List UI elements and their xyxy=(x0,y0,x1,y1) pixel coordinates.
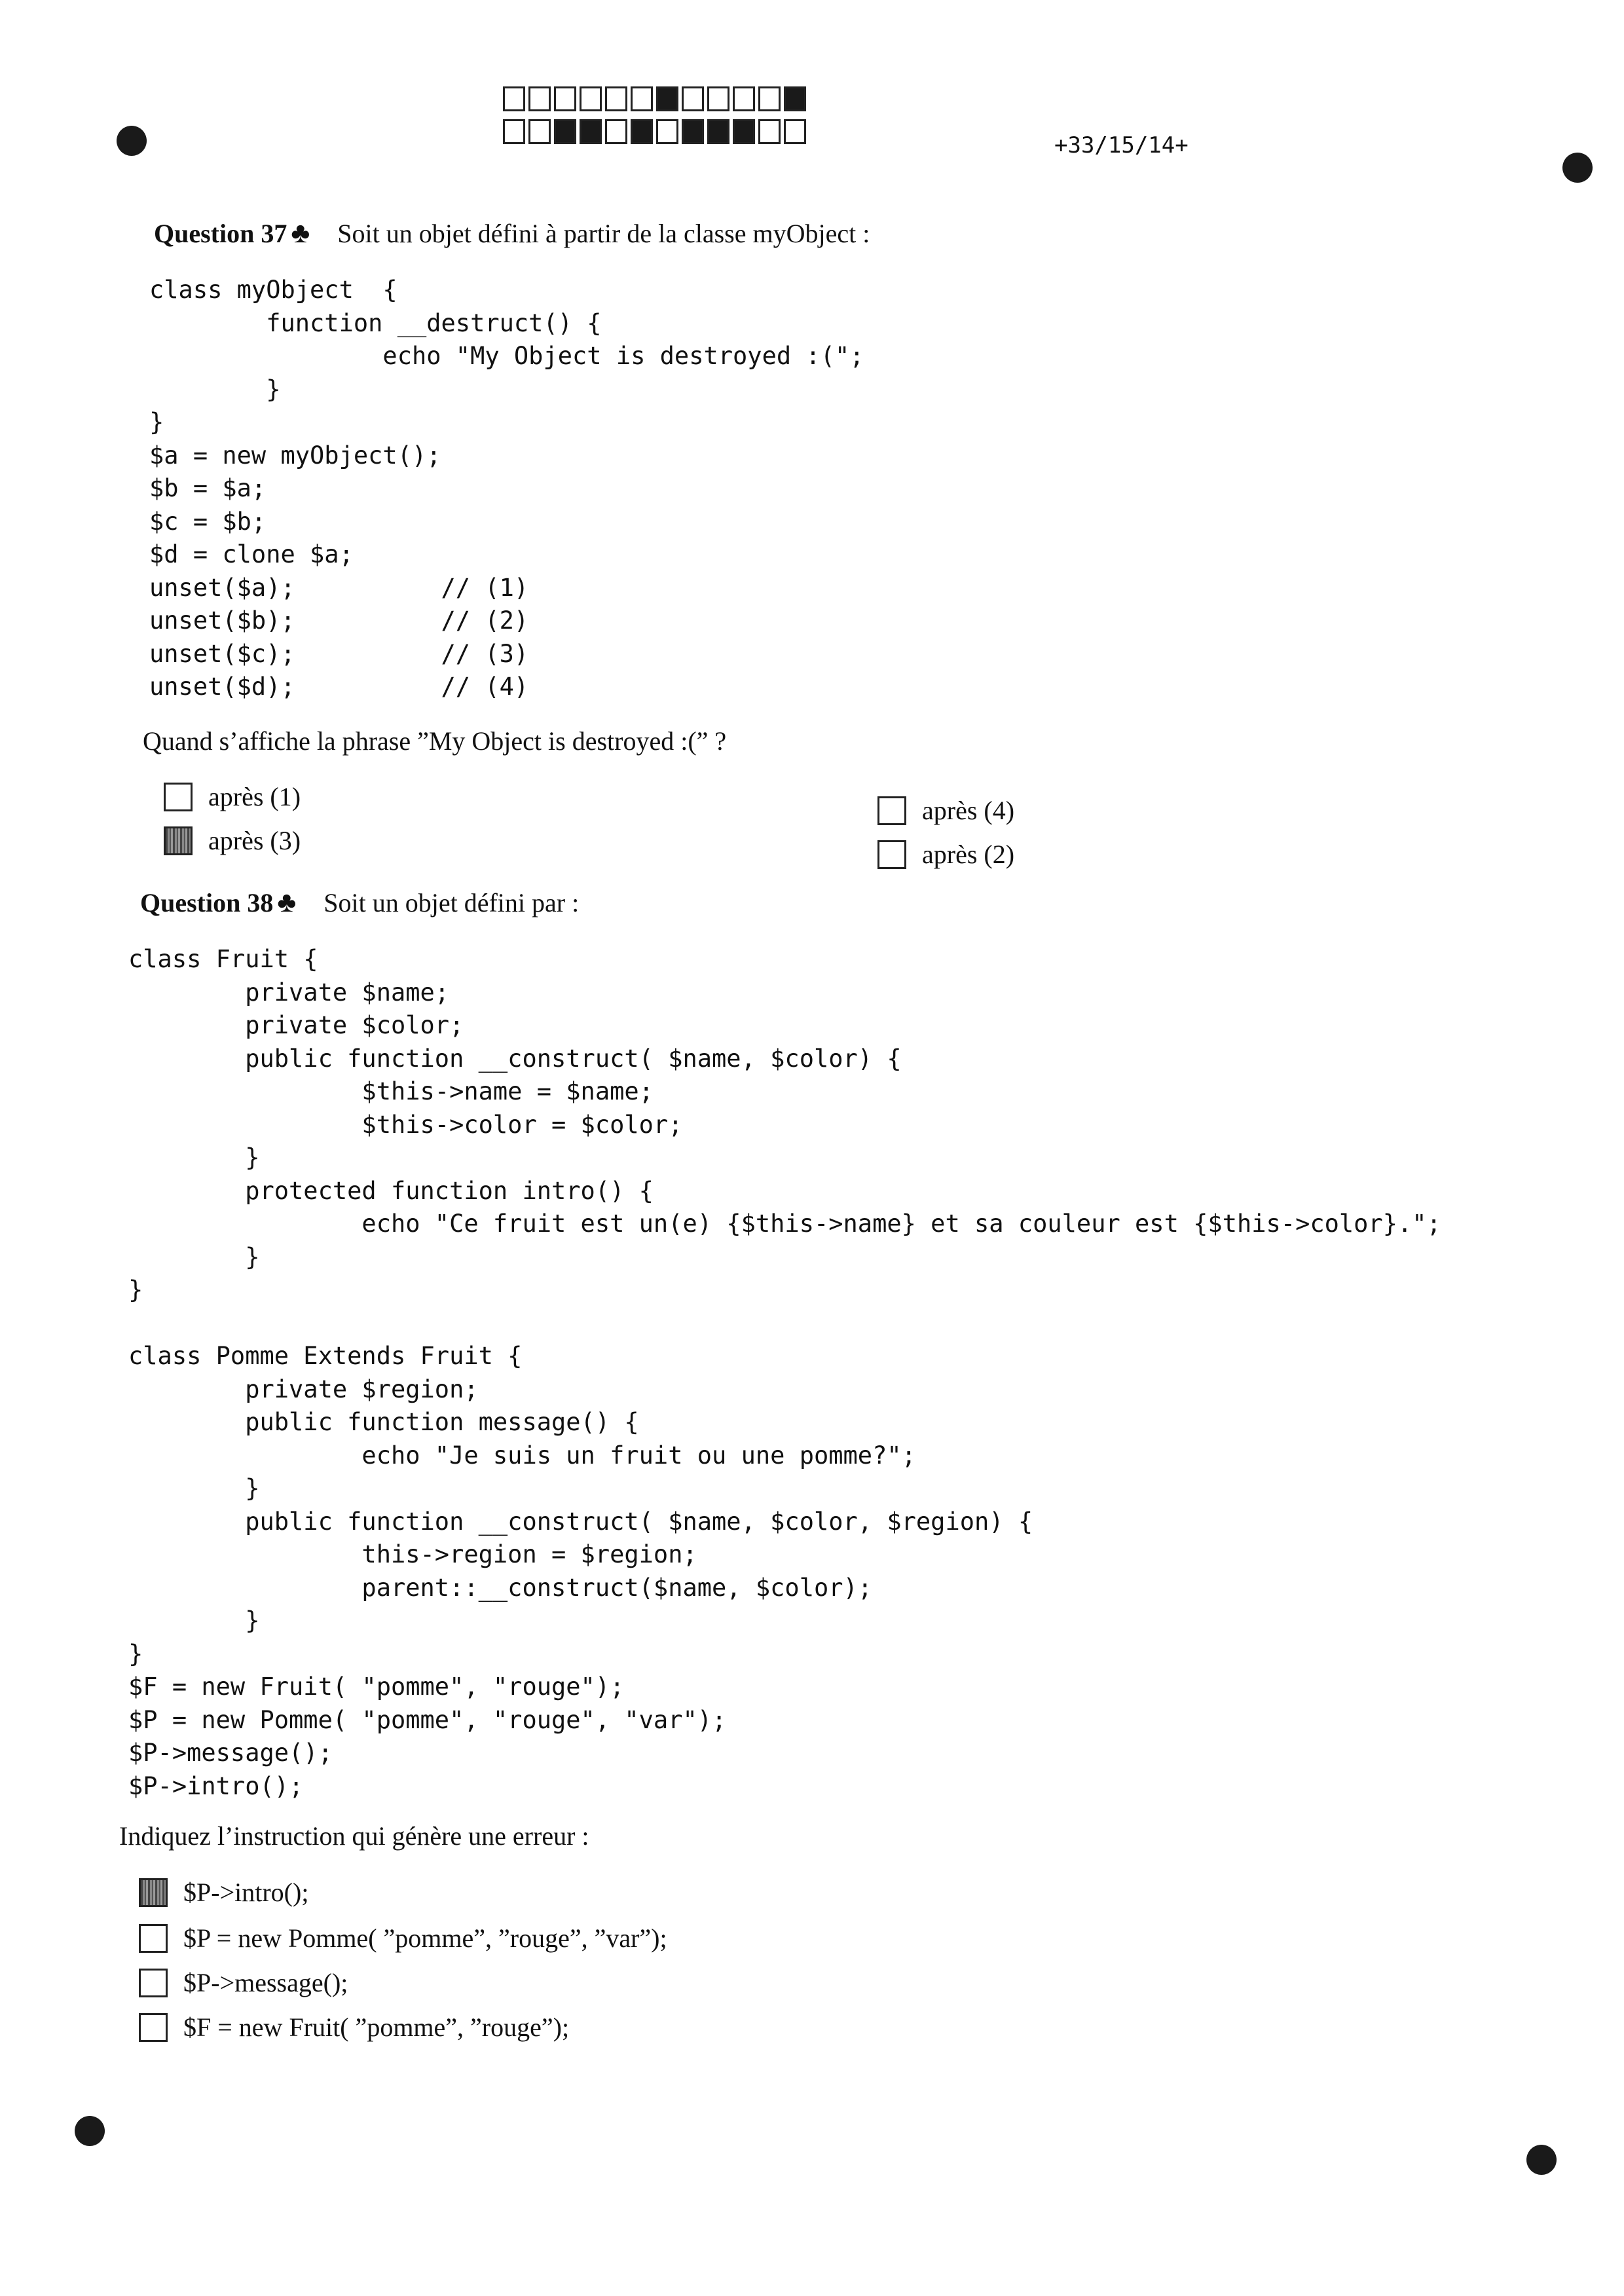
q37-title xyxy=(154,216,870,250)
barcode-cell xyxy=(503,119,525,144)
q37-code-block: class myObject { function __destruct() { echo "My Object is destroyed :("; } } $a = new myObject(); $b = $a; $c = $b; $d = clone $a; unset($a); // (1) unset($b); // (2) unset($c); // (3) unset($d); // (4) xyxy=(149,276,864,701)
q38-option-2[interactable] xyxy=(139,1923,667,1953)
barcode-cell xyxy=(554,119,576,144)
q37-label: Question 37 xyxy=(154,219,287,248)
barcode-cell xyxy=(758,86,781,111)
barcode-cell xyxy=(682,119,704,144)
q38-title xyxy=(140,885,579,919)
barcode-cell xyxy=(503,86,525,111)
barcode-cell xyxy=(784,119,806,144)
barcode-cell xyxy=(631,86,653,111)
club-icon: ♣ xyxy=(291,217,310,249)
option-label: après (4) xyxy=(922,796,1015,825)
option-label: $P = new Pomme( ”pomme”, ”rouge”, ”var”); xyxy=(183,1923,667,1953)
barcode-cell xyxy=(528,119,551,144)
q37-option-4[interactable] xyxy=(877,839,1014,870)
club-icon: ♣ xyxy=(277,886,297,918)
barcode-cell xyxy=(605,86,627,111)
checkbox[interactable] xyxy=(139,1969,168,1997)
barcode-cell xyxy=(733,119,755,144)
q38-prompt: Indiquez l’instruction qui génère une erreur : xyxy=(119,1821,589,1851)
q37-option-3[interactable] xyxy=(877,795,1014,826)
q38-option-3[interactable] xyxy=(139,1967,348,1998)
checkbox[interactable] xyxy=(877,840,906,869)
barcode-cell xyxy=(784,86,806,111)
q38-text: Soit un objet défini par : xyxy=(323,888,580,917)
registration-mark-top-right xyxy=(1562,153,1593,183)
checkbox[interactable] xyxy=(877,796,906,825)
q38-code-block: class Fruit { private $name; private $color; public function __construct( $name, $color) { $this->name = $name; $this->color = $color; } protected function intro() { echo "Ce fruit est un(e) {$this->name} et sa couleur est {$this->color}."; } } class Pomme Extends Fruit { private $region; public function message() { echo "Je suis un fruit ou une pomme?"; } public function __construct( $name, $color, $region) { this->region = $region; parent::__construct($name, $color); } } $F = new Fruit( "pomme", "rouge"); $P = new Pomme( "pomme", "rouge", "var"); $P->message(); $P->intro(); xyxy=(128,945,1441,1800)
barcode-cell xyxy=(554,86,576,111)
barcode-cell xyxy=(758,119,781,144)
option-label: $P->message(); xyxy=(183,1968,348,1997)
barcode-cell xyxy=(580,86,602,111)
barcode-cell xyxy=(580,119,602,144)
checkbox[interactable] xyxy=(139,1924,168,1953)
checkbox[interactable] xyxy=(139,2013,168,2042)
barcode-cell xyxy=(528,86,551,111)
registration-mark-bottom-right xyxy=(1526,2145,1557,2175)
registration-mark-top-left xyxy=(117,126,147,156)
barcode-cell xyxy=(707,86,729,111)
barcode-cell xyxy=(605,119,627,144)
barcode-row-top xyxy=(503,86,809,111)
q38-option-4[interactable] xyxy=(139,2012,569,2043)
barcode-cell xyxy=(682,86,704,111)
option-label: après (1) xyxy=(208,782,301,811)
checkbox[interactable] xyxy=(164,783,193,811)
registration-mark-bottom-left xyxy=(75,2116,105,2146)
barcode-cell xyxy=(733,86,755,111)
q37-text: Soit un objet défini à partir de la classe myObject : xyxy=(337,219,870,248)
option-label: après (2) xyxy=(922,840,1015,869)
q37-option-1[interactable] xyxy=(164,781,301,812)
q38-label: Question 38 xyxy=(140,888,274,917)
q37-prompt: Quand s’affiche la phrase ”My Object is destroyed :(” ? xyxy=(143,726,727,756)
page-id: +33/15/14+ xyxy=(1054,132,1189,158)
q37-option-2[interactable] xyxy=(164,825,301,856)
barcode-cell xyxy=(707,119,729,144)
barcode-row-bottom xyxy=(503,119,809,144)
option-label: $F = new Fruit( ”pomme”, ”rouge”); xyxy=(183,2012,570,2042)
barcode-cell xyxy=(631,119,653,144)
barcode-cell xyxy=(656,86,678,111)
option-label: après (3) xyxy=(208,826,301,855)
checkbox[interactable] xyxy=(139,1878,168,1907)
barcode-cell xyxy=(656,119,678,144)
checkbox[interactable] xyxy=(164,826,193,855)
q38-option-1[interactable] xyxy=(139,1877,308,1908)
option-label: $P->intro(); xyxy=(183,1878,309,1907)
